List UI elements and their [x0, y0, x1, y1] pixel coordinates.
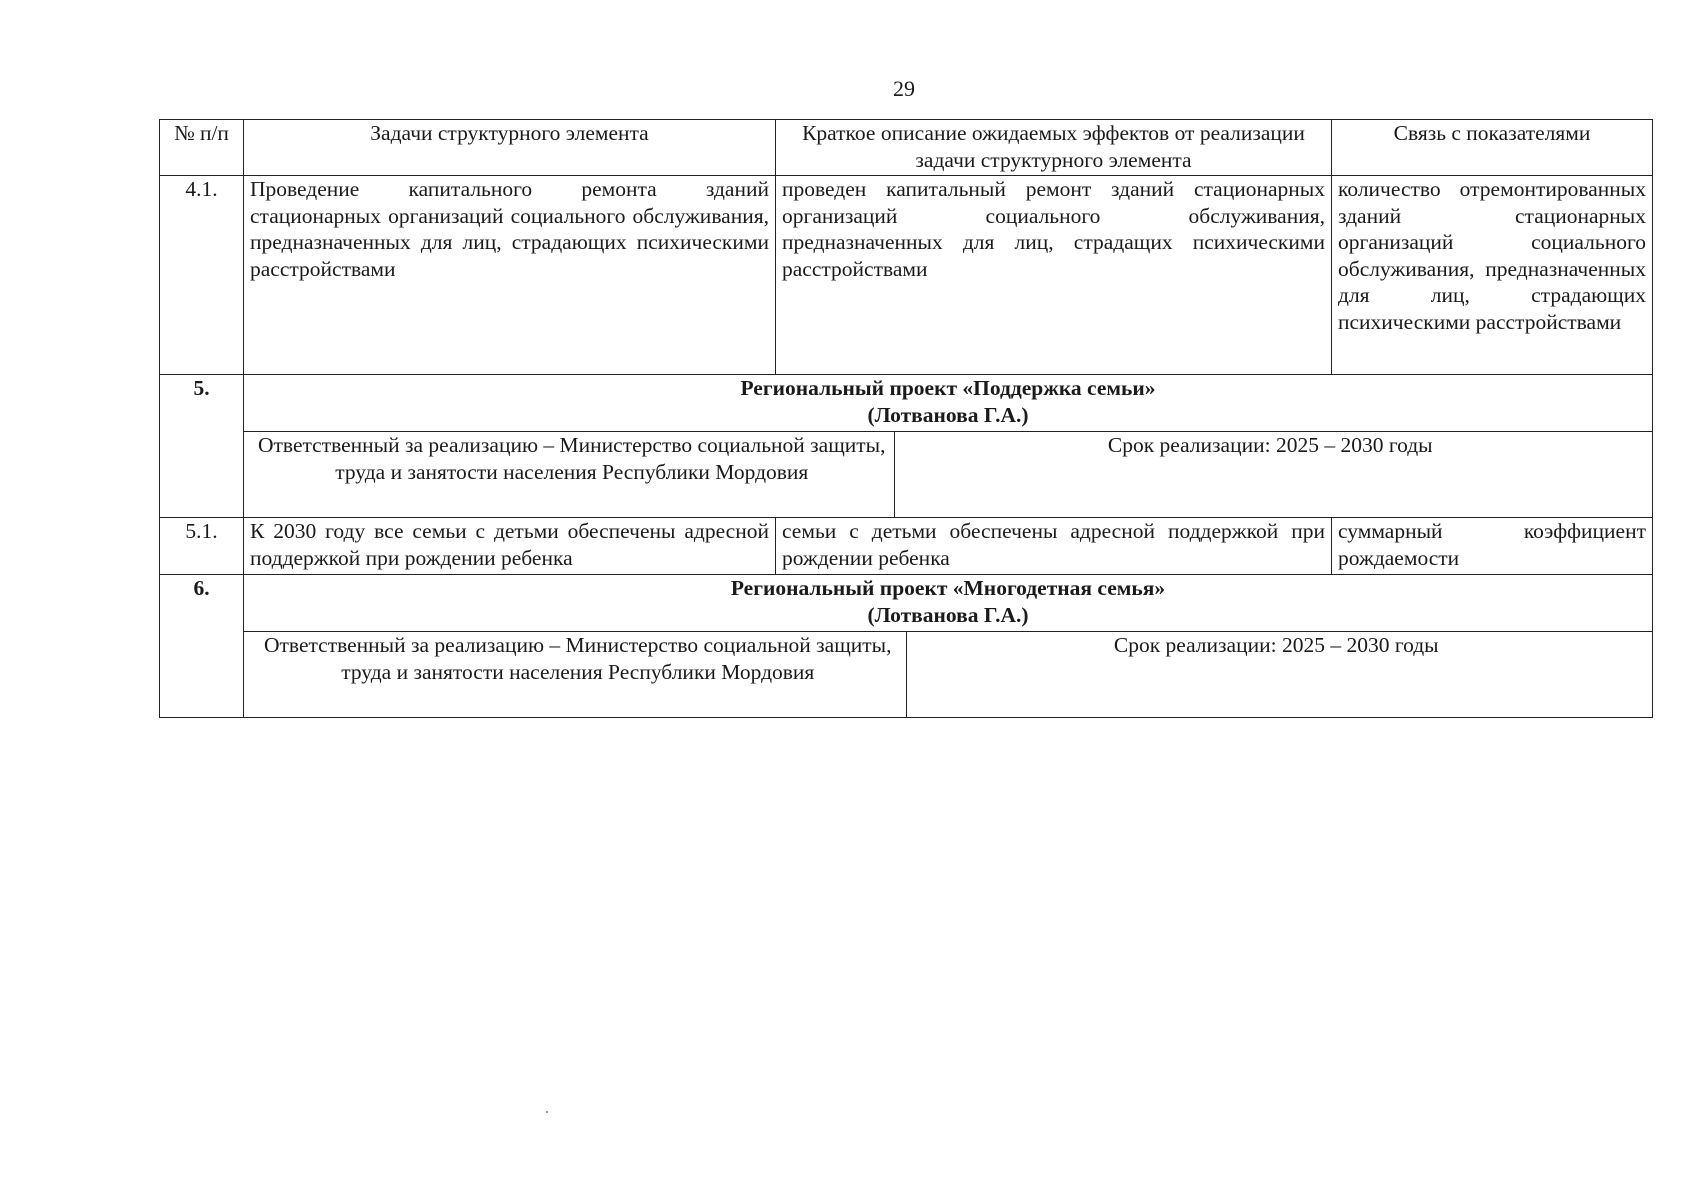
row-num: 5.1.	[160, 518, 244, 575]
project-5-responsible: Ответственный за реализацию – Министерство социальной защиты, труда и занятости населения Республики Мордовия	[250, 432, 894, 517]
project-6-title-row	[160, 575, 1653, 632]
row-task: К 2030 году все семьи с детьми обеспечены адресной поддержкой при рождении ребенка	[244, 518, 776, 575]
project-5-info-cell	[244, 432, 1653, 518]
header-effects: Краткое описание ожидаемых эффектов от реализации задачи структурного элемента	[776, 120, 1332, 176]
page-number: 29	[893, 76, 915, 101]
row-indicator: количество отремонтированных зданий стационарных организаций социального обслуживания, предназначенных для лиц, страдающих психическими расстройствами	[1332, 176, 1653, 375]
project-5-title: Региональный проект «Поддержка семьи»	[740, 376, 1156, 400]
table-row-5-1	[160, 518, 1653, 575]
row-indicator: суммарный коэффициент рождаемости	[1332, 518, 1653, 575]
project-5-term: Срок реализации: 2025 – 2030 годы	[1107, 433, 1433, 457]
header-num: № п/п	[160, 120, 244, 176]
header-tasks: Задачи структурного элемента	[244, 120, 776, 176]
project-6-term: Срок реализации: 2025 – 2030 годы	[1113, 633, 1439, 657]
table-header-row	[160, 120, 1653, 176]
table-row-4-1	[160, 176, 1653, 375]
scan-speck	[546, 1111, 548, 1113]
project-5-title-cell	[244, 375, 1653, 432]
project-6-num: 6.	[160, 575, 244, 718]
project-5-info-row	[160, 432, 1653, 518]
row-num: 4.1.	[160, 176, 244, 375]
header-indicators: Связь с показателями	[1332, 120, 1653, 176]
project-6-responsible: Ответственный за реализацию – Министерство социальной защиты, труда и занятости населения Республики Мордовия	[250, 632, 906, 717]
row-task: Проведение капитального ремонта зданий стационарных организаций социального обслуживания, предназначенных для лиц, страдающих психическими расстройствами	[244, 176, 776, 375]
project-5-info-table	[250, 432, 1646, 517]
project-6-info-cell	[244, 632, 1653, 718]
project-6-curator: (Лотванова Г.А.)	[867, 602, 1029, 627]
project-5-num: 5.	[160, 375, 244, 518]
project-6-title: Региональный проект «Многодетная семья»	[730, 576, 1166, 600]
project-5-title-row	[160, 375, 1653, 432]
project-5-curator: (Лотванова Г.А.)	[867, 402, 1029, 427]
structural-elements-table	[159, 119, 1653, 718]
row-effect: семьи с детьми обеспечены адресной поддержкой при рождении ребенка	[776, 518, 1332, 575]
row-effect: проведен капитальный ремонт зданий стационарных организаций социального обслуживания, предназначенных для лиц, страдащих психическими расстройствами	[776, 176, 1332, 375]
project-6-title-cell	[244, 575, 1653, 632]
project-6-info-table	[250, 632, 1646, 717]
project-6-info-row	[160, 632, 1653, 718]
